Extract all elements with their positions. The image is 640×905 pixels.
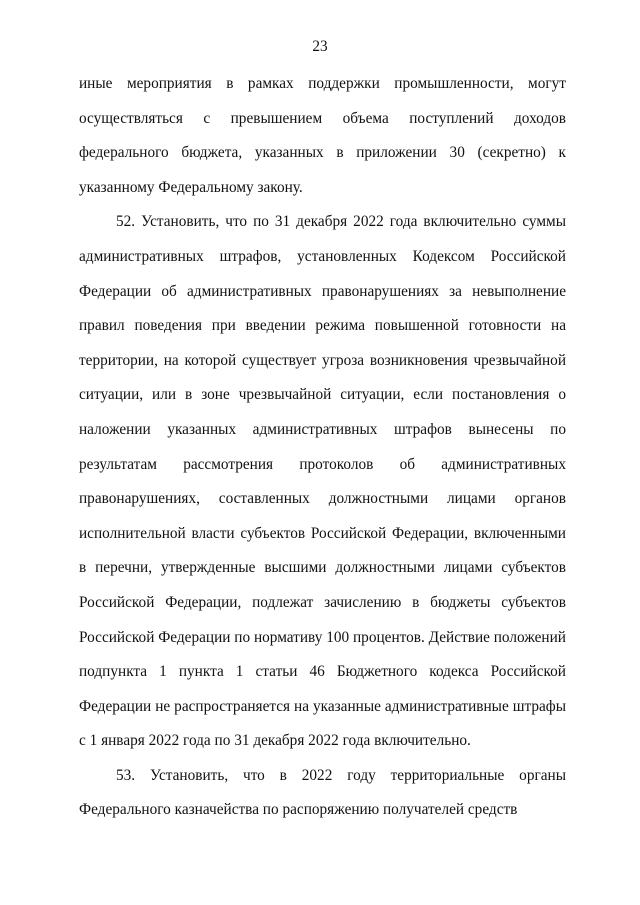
- document-body: [79, 67, 566, 828]
- page-number: 23: [312, 38, 328, 55]
- paragraph-52: 52. Установить, что по 31 декабря 2022 года включительно суммы административных штрафов, установленных Кодексом Российской Федерации об административных правонарушениях за невыполнение правил поведения при введении режима повышенной готовности на территории, на которой существует угроза возникновения чрезвычайной ситуации, или в зоне чрезвычайной ситуации, если постановления о наложении указанных административных штрафов вынесены по результатам рассмотрения протоколов об административных правонарушениях, составленных должностными лицами органов исполнительной власти субъектов Российской Федерации, включенными в перечни, утвержденные высшими должностными лицами субъектов Российской Федерации, подлежат зачислению в бюджеты субъектов Российской Федерации по нормативу 100 процентов. Действие положений подпункта 1 пункта 1 статьи 46 Бюджетного кодекса Российской Федерации не распространяется на указанные административные штрафы с 1 января 2022 года по 31 декабря 2022 года включительно.: [79, 213, 566, 750]
- paragraph-53: 53. Установить, что в 2022 году территориальные органы Федерального казначейства по распоряжению получателей средств: [79, 766, 566, 819]
- paragraph-continuation: иные мероприятия в рамках поддержки промышленности, могут осуществляться с превышением объема поступлений доходов федерального бюджета, указанных в приложении 30 (секретно) к указанному Федеральному закону.: [79, 75, 566, 196]
